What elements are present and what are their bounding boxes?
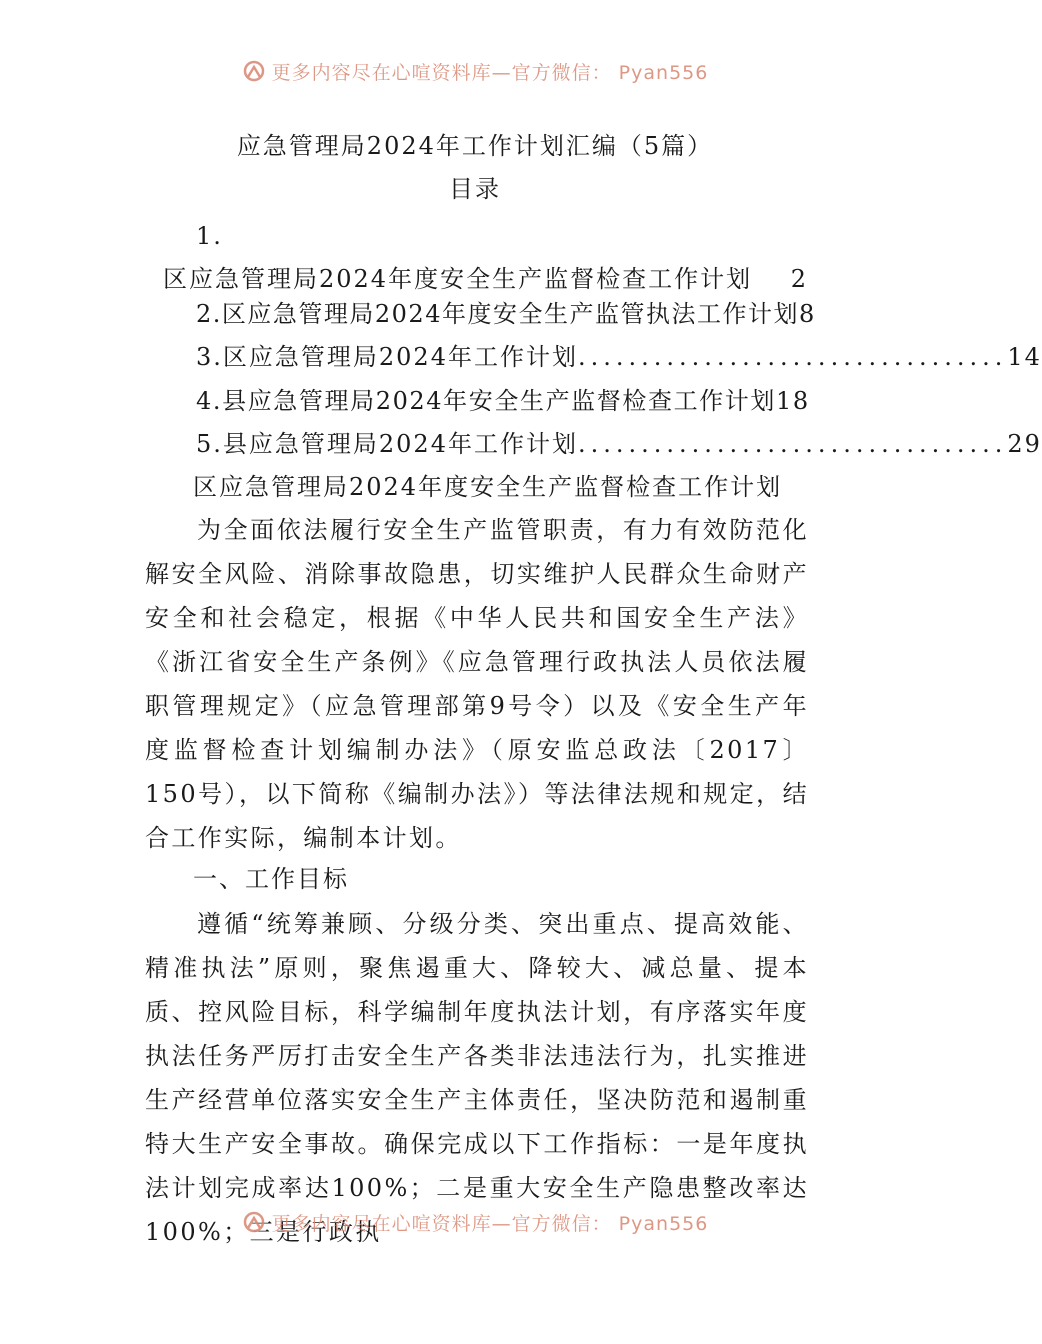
toc-item-title: 4.县应急管理局2024年安全生产监督检查工作计划 xyxy=(196,387,776,415)
toc-dots xyxy=(752,263,791,295)
toc-item-page: 29 xyxy=(1007,430,1042,458)
toc-item-title: 3.区应急管理局2024年工作计划 xyxy=(196,343,578,371)
toc-dots: .................................. xyxy=(577,343,1008,371)
toc-item-title: 5.县应急管理局2024年工作计划 xyxy=(196,430,578,458)
watermark-text: 更多内容尽在心喧资料库—官方微信： Pyan556 xyxy=(271,1212,709,1235)
toc-item[interactable] xyxy=(196,341,1042,373)
watermark-logo-icon xyxy=(242,1210,266,1234)
toc-item[interactable] xyxy=(196,428,1042,460)
document-title: 应急管理局2024年工作计划汇编（5篇） xyxy=(236,132,714,160)
watermark-footer xyxy=(0,1207,950,1237)
toc-dots: .................................. xyxy=(577,430,1008,458)
watermark-logo-icon xyxy=(242,59,266,83)
toc-item-page: 14 xyxy=(1007,343,1042,371)
toc-item[interactable] xyxy=(163,263,808,295)
watermark-header xyxy=(0,56,950,86)
toc-item-title: 区应急管理局2024年度安全生产监督检查工作计划 xyxy=(163,265,753,293)
toc-item-page: 8 xyxy=(798,300,816,328)
toc-item[interactable] xyxy=(196,385,808,417)
toc-item-title: 2.区应急管理局2024年度安全生产监管执法工作计划 xyxy=(196,300,799,328)
toc-item-page: 18 xyxy=(775,387,810,415)
toc-heading: 目录 xyxy=(449,175,501,203)
section-heading: 一、工作目标 xyxy=(193,865,349,893)
toc-item-number: 1. xyxy=(196,222,223,250)
goal-paragraph: 遵循“统筹兼顾、分级分类、突出重点、提高效能、精准执法”原则，聚焦遏重大、降较大、减总量、提本质、控风险目标，科学编制年度执法计划，有序落实年度执法任务严厉打击安全生产各类非法违法行为，扎实推进生产经营单位落实安全生产主体责任，坚决防范和遏制重特大生产安全事故。确保完成以下工作指标：一是年度执法计划完成率达100%；二是重大安全生产隐患整改率达100%；三是行政执 xyxy=(145,910,809,1246)
section-title: 区应急管理局2024年度安全生产监督检查工作计划 xyxy=(193,473,783,501)
toc-item[interactable] xyxy=(196,298,816,330)
intro-paragraph: 为全面依法履行安全生产监管职责，有力有效防范化解安全风险、消除事故隐患，切实维护人民群众生命财产安全和社会稳定，根据《中华人民共和国安全生产法》《浙江省安全生产条例》《应急管理行政执法人员依法履职管理规定》（应急管理部第9号令）以及《安全生产年度监督检查计划编制办法》（原安监总政法〔2017〕150号），以下简称《编制办法》）等法律法规和规定，结合工作实际，编制本计划。 xyxy=(145,516,809,852)
watermark-text: 更多内容尽在心喧资料库—官方微信： Pyan556 xyxy=(271,61,709,84)
toc-item-page: 2 xyxy=(790,265,808,293)
